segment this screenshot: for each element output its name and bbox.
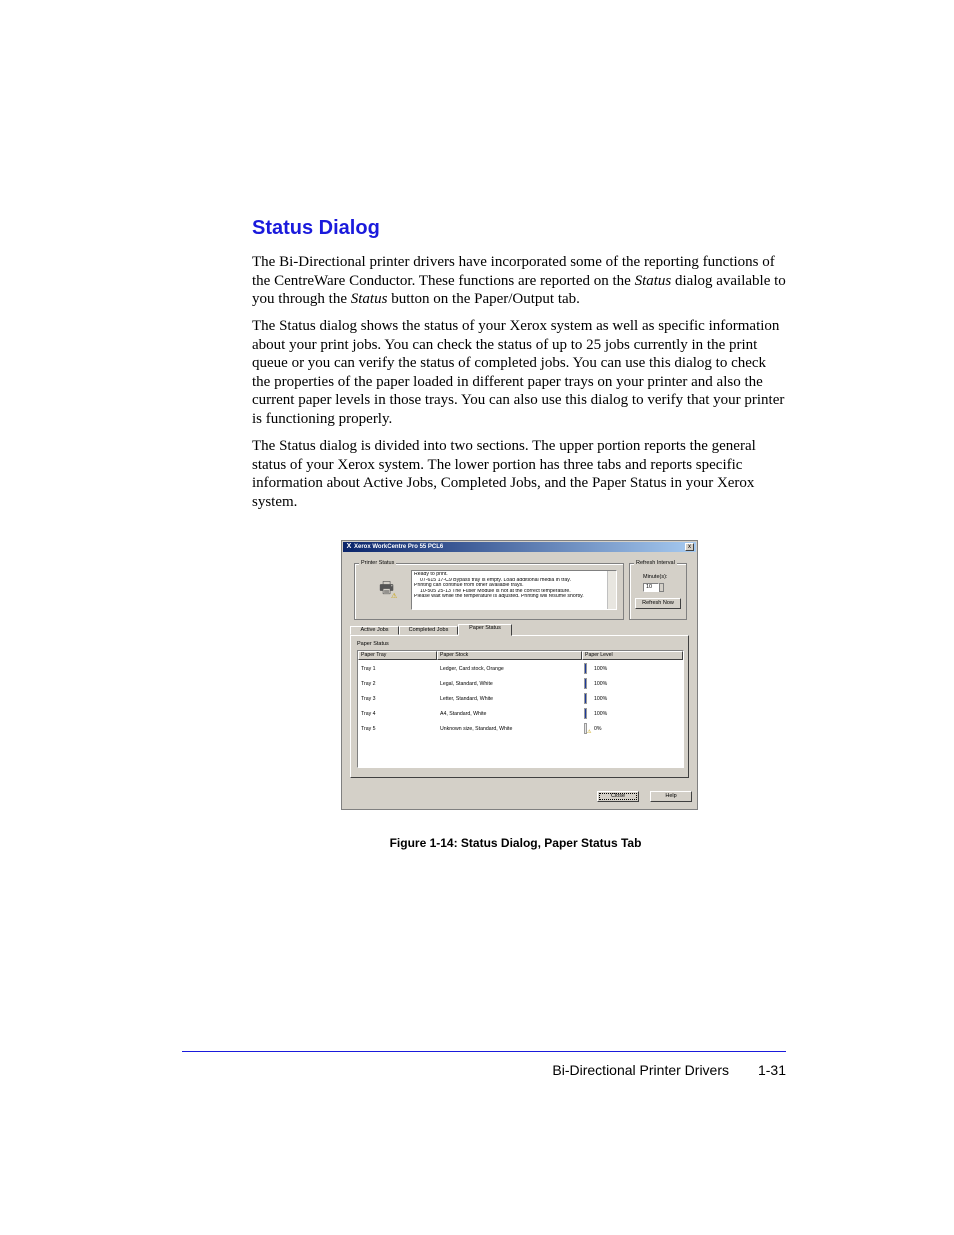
- low-paper-warning-icon: ⚠: [587, 729, 592, 735]
- status-message: 10-505 25-13 The Fuser Module is not at the correct temperature.: [420, 588, 571, 594]
- emphasis-text: Status: [350, 291, 388, 308]
- paper-level-fill: [585, 664, 586, 673]
- table-row[interactable]: [358, 663, 683, 677]
- xerox-logo-icon: X: [346, 543, 352, 550]
- tab-active-jobs[interactable]: Active Jobs: [350, 626, 399, 635]
- level-cell: 100%: [594, 666, 608, 672]
- text-run: dialog available to you through the: [252, 272, 786, 308]
- minutes-input[interactable]: 10: [643, 583, 659, 592]
- figure-caption: Figure 1-14: Status Dialog, Paper Status Tab: [389, 836, 642, 850]
- messages-scrollbar[interactable]: [607, 571, 616, 609]
- status-dialog-screenshot: [341, 540, 698, 810]
- paper-level-bar: [584, 663, 587, 674]
- column-paper-tray[interactable]: Paper Tray: [358, 651, 437, 660]
- column-paper-level[interactable]: Paper Level: [582, 651, 683, 660]
- text-run: button on the Paper/Output tab.: [387, 291, 580, 308]
- status-messages-box[interactable]: [411, 570, 617, 610]
- printer-icon: 🖶: [379, 580, 395, 597]
- stock-cell: Letter, Standard, White: [440, 696, 494, 702]
- page-number: 1-31: [757, 1062, 786, 1078]
- sections-paragraph: The Status dialog is divided into two sections. The upper portion reports the general status of your Xerox system. The lower portion has three tabs and reports specific information about Active Jobs, Completed Jobs, and the Paper Status in your Xerox system.: [252, 438, 756, 510]
- close-icon[interactable]: x: [685, 543, 694, 551]
- paper-level-fill: [585, 709, 586, 718]
- minutes-label: Minute(s):: [643, 574, 668, 580]
- tab-completed-jobs[interactable]: Completed Jobs: [399, 626, 458, 635]
- paper-level-fill: [585, 694, 586, 703]
- minutes-spinner-icon[interactable]: [659, 583, 664, 592]
- status-message: Ready to print.: [414, 572, 448, 577]
- printer-status-label: Printer Status: [361, 560, 395, 566]
- stock-cell: A4, Standard, White: [440, 711, 487, 717]
- refresh-interval-group: [629, 560, 687, 620]
- dialog-title: Xerox WorkCentre Pro 55 PCL6: [354, 544, 444, 550]
- paper-trays-list: [357, 650, 684, 768]
- table-row[interactable]: [358, 678, 683, 692]
- stock-cell: Unknown size, Standard, White: [440, 726, 513, 732]
- refresh-now-button[interactable]: Refresh Now: [635, 598, 681, 609]
- paper-level-bar: [584, 693, 587, 704]
- text-run: The Bi-Directional printer drivers have incorporated some of the reporting functions of the CentreWare Conductor. These functions are reported on the: [252, 254, 775, 289]
- panel-label: Paper Status: [357, 641, 389, 647]
- status-message: 07-615 17-C9 Bypass tray is empty. Load additional media in tray.: [420, 577, 571, 583]
- tray-cell: Tray 5: [361, 726, 376, 732]
- level-cell: 100%: [594, 711, 608, 717]
- intro-paragraph: [252, 253, 786, 309]
- printer-status-group: [354, 560, 624, 620]
- tab-paper-status[interactable]: Paper Status: [458, 624, 512, 636]
- table-row[interactable]: [358, 693, 683, 707]
- footer-rule: [182, 1051, 786, 1052]
- status-description-paragraph: The Status dialog shows the status of your Xerox system as well as specific information about your print jobs. You can check the status of up to 25 jobs currently in the print queue or you can verify the status of completed jobs. You can use this dialog to check the properties of the paper loaded in different paper trays on your printer and also the current paper levels in those trays. You can also use this dialog to verify that your printer is functioning properly.: [252, 318, 785, 427]
- footer-title: Bi-Directional Printer Drivers: [552, 1062, 729, 1078]
- tray-cell: Tray 1: [361, 666, 376, 672]
- dialog-titlebar: [343, 542, 696, 552]
- status-message: Please wait while the temperature is adjusted. Printing will resume shortly.: [414, 594, 584, 600]
- paper-level-fill: [585, 679, 586, 688]
- level-cell: 0%: [594, 726, 602, 732]
- tray-cell: Tray 4: [361, 711, 376, 717]
- status-message: Printing can continue from other available trays.: [414, 583, 524, 589]
- section-heading: Status Dialog: [252, 217, 380, 239]
- refresh-interval-label: Refresh Interval: [636, 560, 675, 566]
- close-button[interactable]: Close: [597, 791, 639, 802]
- table-row[interactable]: [358, 708, 683, 722]
- paper-level-bar: [584, 678, 587, 689]
- list-header: [358, 651, 683, 660]
- warning-icon: ⚠: [391, 593, 398, 600]
- emphasis-text: Status: [634, 272, 672, 289]
- tray-cell: Tray 2: [361, 681, 376, 687]
- level-cell: 100%: [594, 681, 608, 687]
- column-paper-stock[interactable]: Paper Stock: [437, 651, 582, 660]
- paper-level-bar: [584, 708, 587, 719]
- table-row[interactable]: [358, 723, 683, 737]
- help-button[interactable]: Help: [650, 791, 692, 802]
- level-cell: 100%: [594, 696, 608, 702]
- paper-status-panel: [350, 635, 689, 778]
- stock-cell: Legal, Standard, White: [440, 681, 493, 687]
- stock-cell: Ledger, Card stock, Orange: [440, 666, 504, 672]
- tray-cell: Tray 3: [361, 696, 376, 702]
